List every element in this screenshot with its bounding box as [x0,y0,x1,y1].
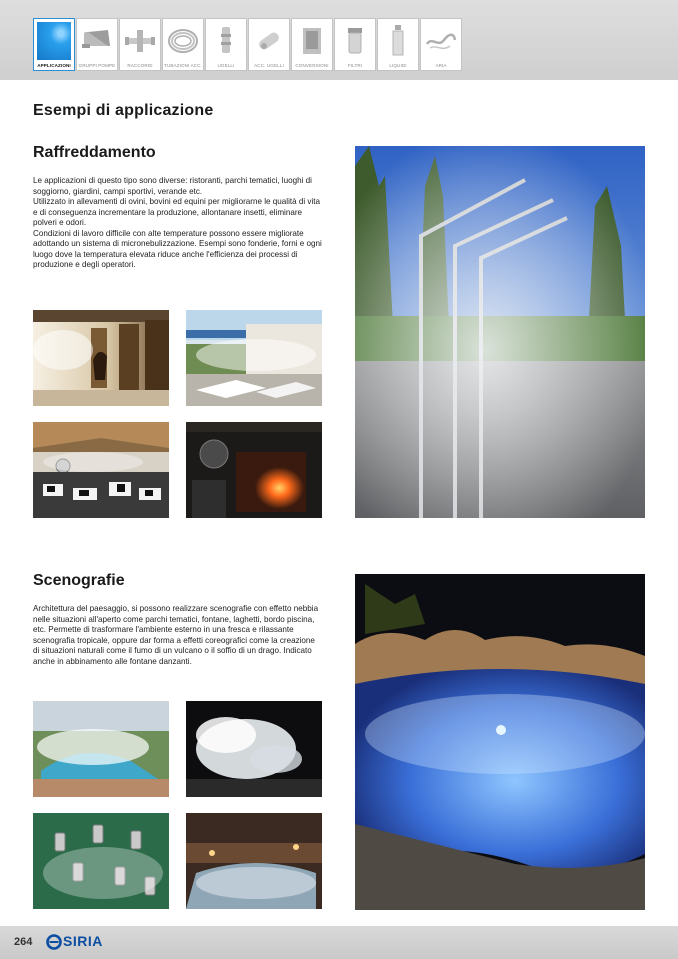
page-footer [0,926,678,959]
tab-conversioni[interactable] [291,18,333,71]
tab-label: ARIA [435,63,447,68]
tab-aria[interactable] [420,18,462,71]
paragraph: Condizioni di lavoro difficile con alte temperature possono essere migliorate adottando un sistema di micronebulizzazione. Esempi sono fonderie, forni e ogni luogo dove la temperatura elevata riduce anche l'efficienza dei processi di produzione e degli operatori. [33,228,322,269]
mist-spray-icon [37,22,71,60]
tab-label: LIQUIDI [389,63,407,68]
tab-label: APPLICAZIONI [37,63,71,68]
tab-tubazioni-acc[interactable] [162,18,204,71]
tab-label: TUBAZIONI ACC. [164,63,202,68]
pump-unit-icon [80,22,114,60]
page-title: Esempi di applicazione [33,102,214,119]
tab-label: ACC. UGELLI [254,63,284,68]
fitting-icon [123,22,157,60]
cooling-text [33,176,323,271]
nozzle-icon [209,22,243,60]
page-number: 264 [14,936,33,948]
brand-o-mark-icon [46,934,62,950]
photo-grotto-pool [355,574,645,910]
air-swirl-icon [424,22,458,60]
photo-cow-barn [33,422,169,518]
photo-fountain-nozzles [33,813,169,909]
controller-box-icon [295,22,329,60]
photo-volcano-smoke [186,701,322,797]
tab-gruppi-pompe[interactable] [76,18,118,71]
section-heading-cooling: Raffreddamento [33,144,156,161]
section-heading-scenography: Scenografie [33,572,125,589]
tab-applicazioni[interactable] [33,18,75,71]
photo-horse-stable [33,310,169,406]
scenography-text [33,604,323,667]
paragraph: Utilizzato in allevamenti di ovini, bovini ed equini per migliorarne le qualità di vita e di conseguenza incrementare la produzione, allontanare insetti, eliminare polveri e odori. [33,197,321,227]
paragraph: Architettura del paesaggio, si possono realizzare scenografie con effetto nebbia nelle situazioni all'aperto come parchi tematici, fontane, laghetti, bordo piscina, etc. Permette di trasformare l'ambiente esterno in una fresca e rilassante scenografia tropicale, oppure dar forma a effetti coreografici come la creazione di situazioni naturali come il fumo di un vulcano o il soffio di un drago. Indicato anche in abbinamento alle fontane danzanti. [33,604,319,666]
tab-label: CONVERSIONI [295,63,329,68]
tab-label: RACCORDI [127,63,153,68]
bottle-icon [381,22,415,60]
photo-night-pool [186,813,322,909]
tab-label: GRUPPI POMPE [78,63,116,68]
tab-raccordi[interactable] [119,18,161,71]
nozzle-accessory-icon [252,22,286,60]
filter-icon [338,22,372,60]
photo-mist-pylons [355,146,645,518]
photo-pool-fog [33,701,169,797]
tab-filtri[interactable] [334,18,376,71]
category-nav-bar [0,0,678,80]
tab-label: FILTRI [347,63,363,68]
tab-ugelli[interactable] [205,18,247,71]
tube-coil-icon [166,22,200,60]
tab-liquidi[interactable] [377,18,419,71]
photo-foundry [186,422,322,518]
tab-label: UGELLI [217,63,235,68]
photo-patio-mist [186,310,322,406]
brand-name: SIRIA [63,933,103,949]
paragraph: Le applicazioni di questo tipo sono diverse: ristoranti, parchi tematici, luoghi di soggiorno, giardini, campi sportivi, verande etc. [33,176,312,196]
tab-acc-ugelli[interactable] [248,18,290,71]
